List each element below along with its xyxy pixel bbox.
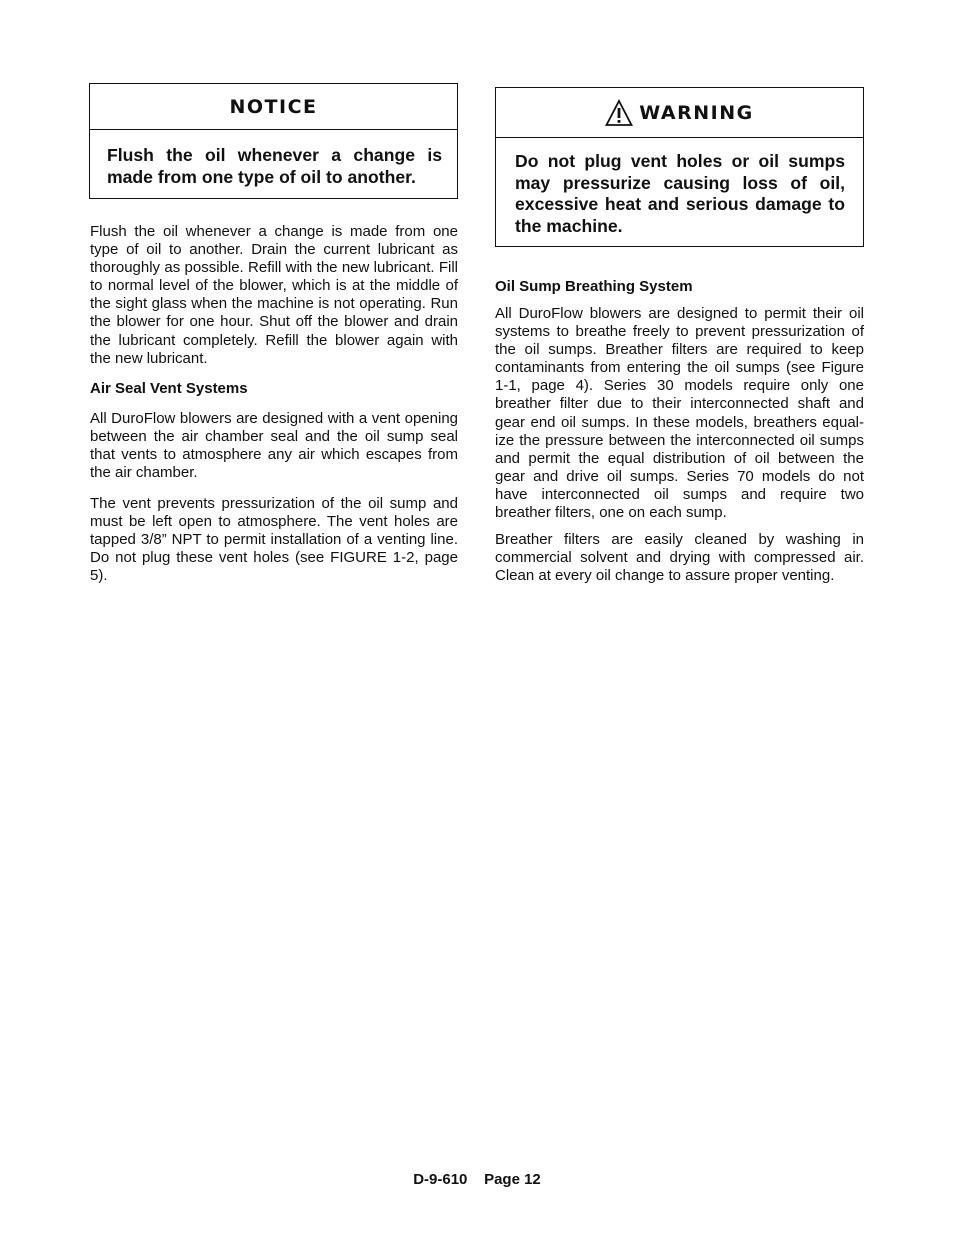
flush-paragraph: Flush the oil whenever a change is made from one type of oil to another. Drain the current lubricant as thoroughly as possible. Refill with the new lubricant. Fill to normal level of the blower, which is at the middle of the sight glass when the machine is not operating. Run the blower for one hour. Shut off the blower and drain the lubricant completely. Refill the blower again with the new lubricant.	[90, 223, 458, 367]
oil-sump-paragraph: All DuroFlow blowers are designed to permit their oil systems to breathe freely to prevent pressurization of the oil sumps. Breather filters are required to keep contaminants from entering the oil sumps (see Figure 1‑1, page 4). Series 30 models require only one breather filter due to their interconnected shaft and gear end oil sumps. In these models, breathers equalize the pressure between the interconnected oil sumps and permit the equal distribution of oil between the gear and drive oil sumps. Series 70 models do not have interconnected oil sumps and require two breather filters, one on each sump.	[495, 305, 864, 522]
oil-sump-paragraph: Breather filters are easily cleaned by washing in commercial solvent and drying with compressed air. Clean at every oil change to assure proper venting.	[495, 531, 864, 585]
warning-title: WARNING	[639, 101, 754, 124]
notice-header	[90, 84, 457, 130]
air-seal-paragraph: All DuroFlow blowers are designed with a vent opening between the air chamber seal and the oil sump seal that vents to atmosphere any air which escapes from the air chamber.	[90, 410, 458, 482]
warning-triangle-icon	[605, 99, 633, 127]
air-seal-paragraph: The vent prevents pressurization of the oil sump and must be left open to atmosphere. The vent holes are tapped 3/8” NPT to permit installation of a venting line. Do not plug these vent holes (see FIGURE 1‑2, page 5).	[90, 495, 458, 585]
warning-text: Do not plug vent holes or oil sumps may pressurize causing loss of oil, excessive heat and serious damage to the machine.	[515, 151, 845, 236]
air-seal-heading: Air Seal Vent Systems	[90, 380, 248, 397]
notice-box	[89, 83, 458, 199]
warning-header	[496, 88, 863, 138]
notice-title: NOTICE	[229, 95, 318, 118]
notice-text: Flush the oil whenever a change is made from one type of oil to another.	[107, 145, 442, 187]
page-footer: D‑9‑610 Page 12	[413, 1171, 541, 1188]
oil-sump-heading: Oil Sump Breathing System	[495, 278, 693, 295]
warning-box	[495, 87, 864, 247]
